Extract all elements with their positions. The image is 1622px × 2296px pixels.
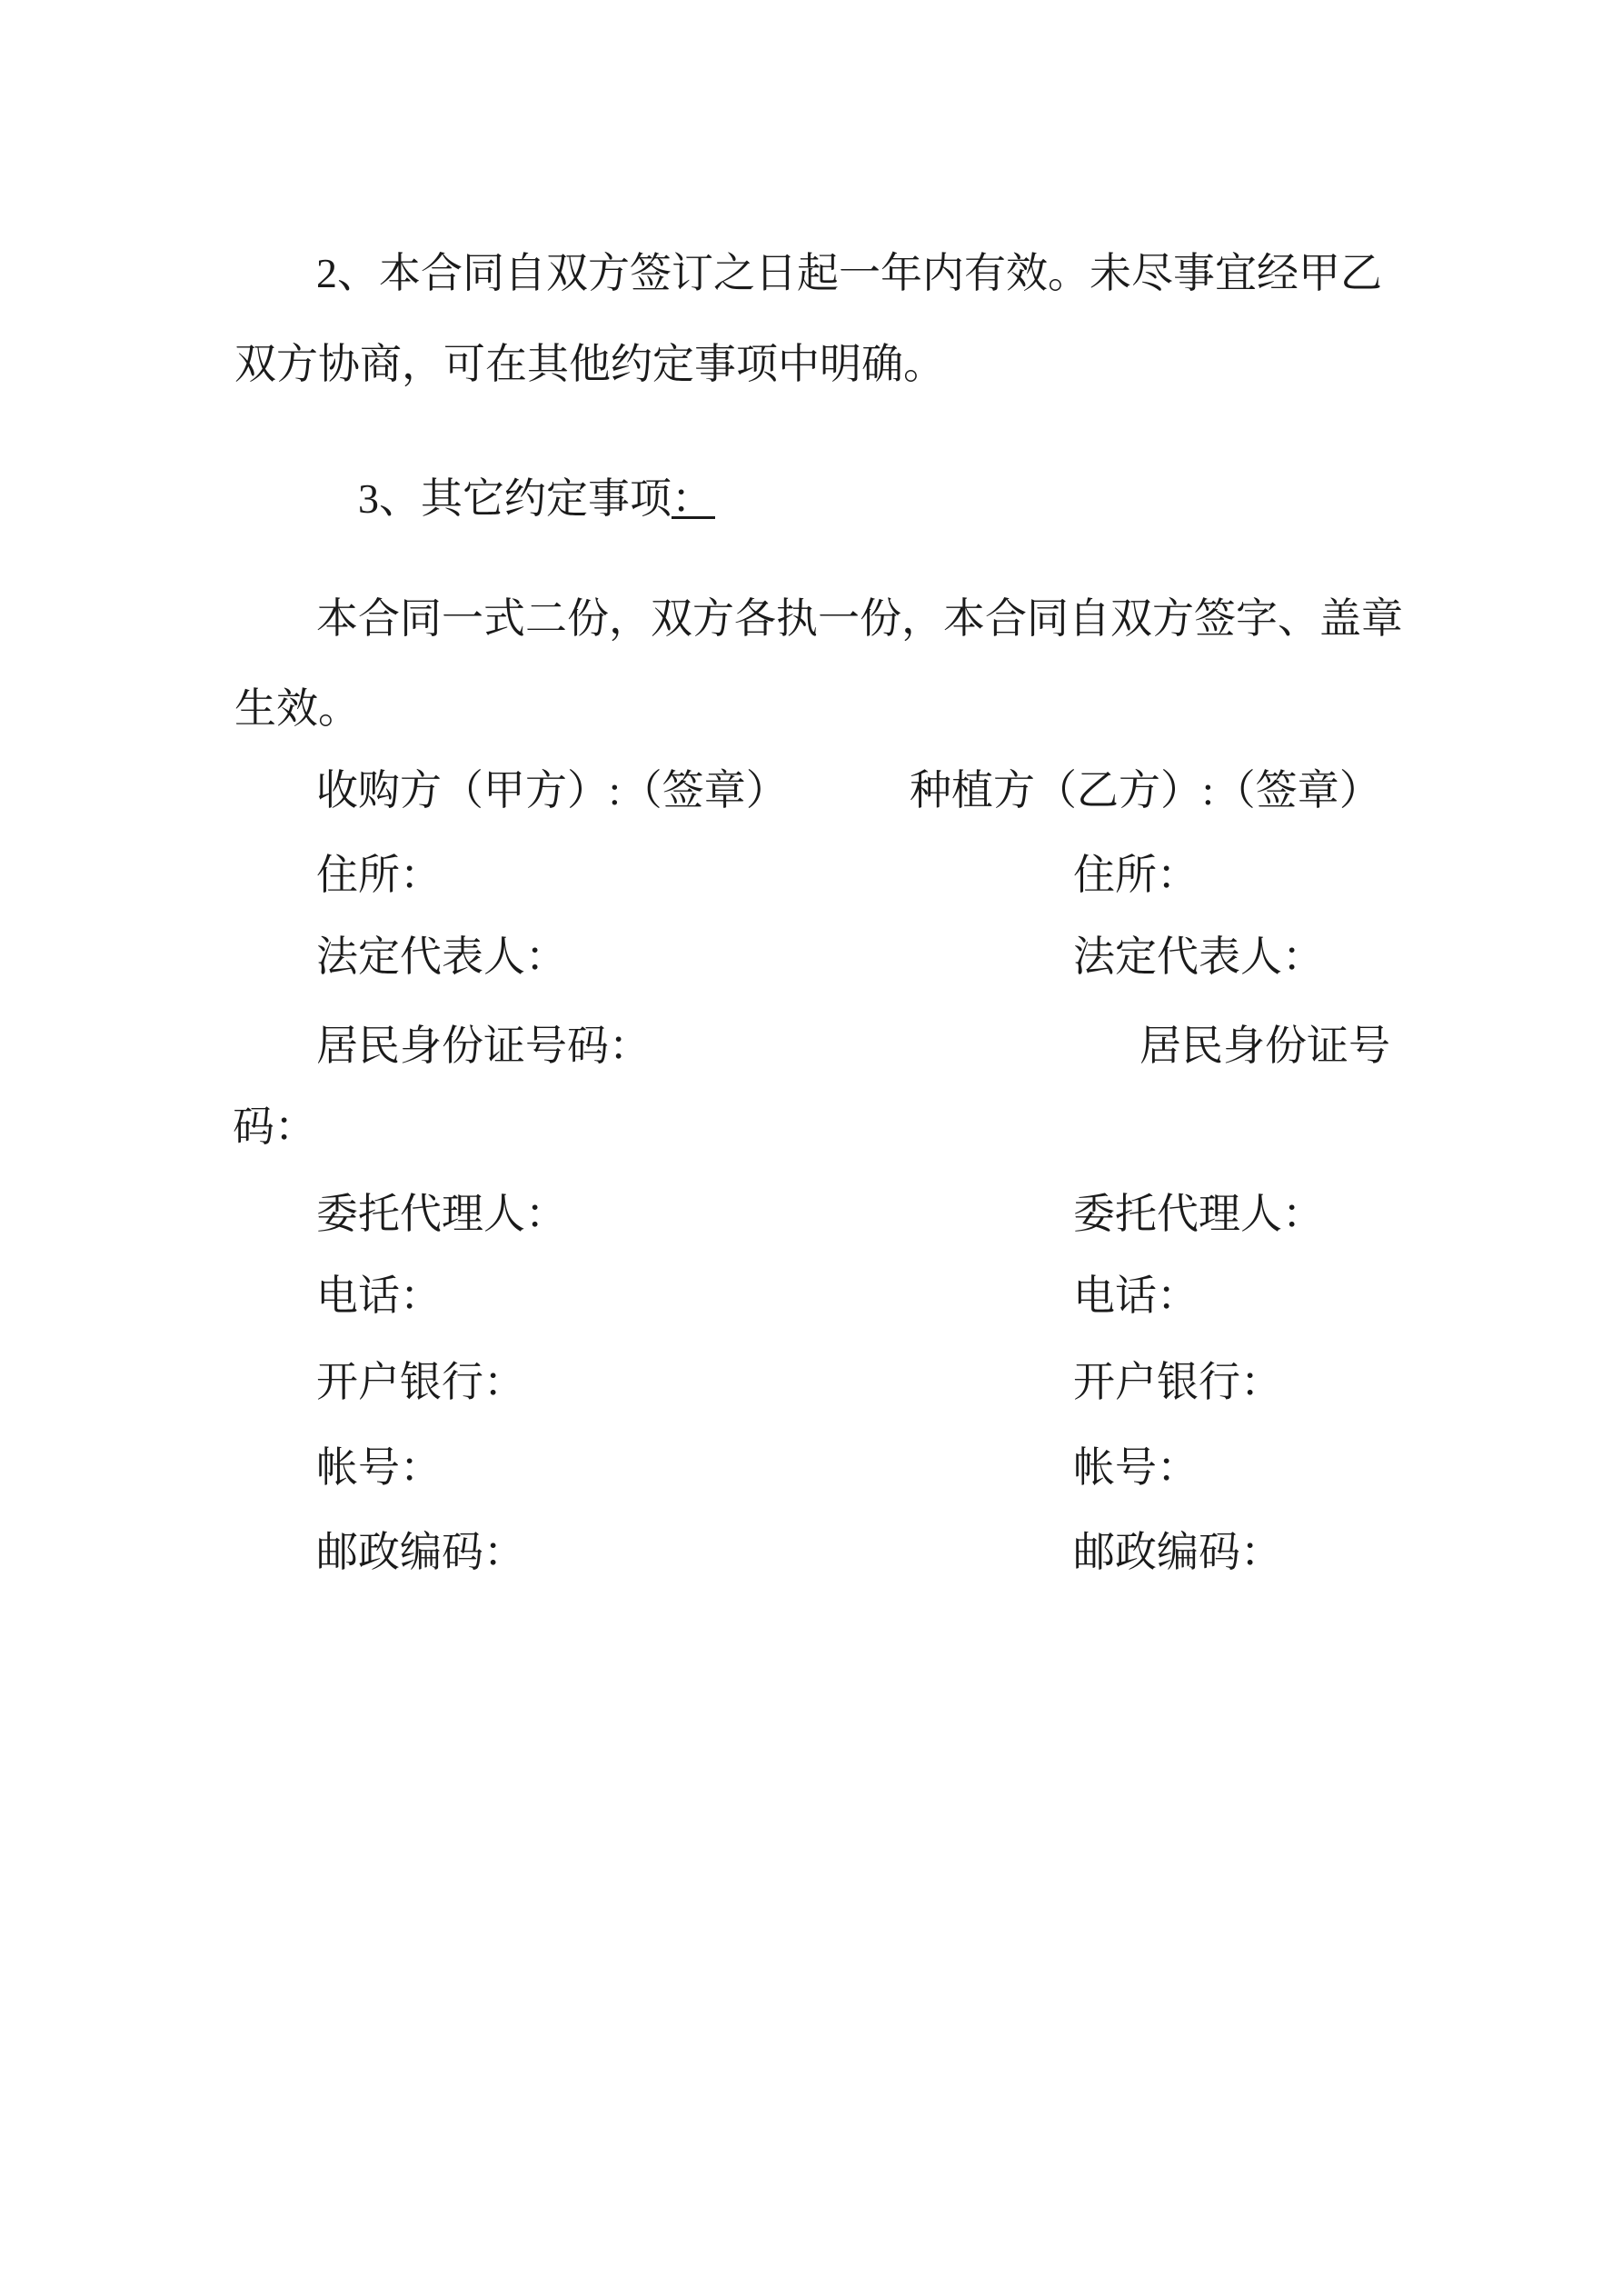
party-b-postal-code-label: 邮政编码： xyxy=(1073,1529,1282,1575)
party-b-agent-label: 委托代理人： xyxy=(1073,1191,1324,1237)
clause3-blank-underline: ： xyxy=(672,473,715,519)
party-a-phone-label: 电话： xyxy=(316,1273,442,1319)
party-b-bank-label: 开户银行： xyxy=(1073,1359,1282,1405)
party-a-signature-header: 收购方（甲方）:（签章） xyxy=(316,767,788,814)
party-a-postal-code-label: 邮政编码： xyxy=(316,1529,525,1575)
party-b-address-label: 住所： xyxy=(1073,852,1199,898)
party-a-address-label: 住所： xyxy=(316,852,442,898)
clause3-text: 3、其它约定事项 xyxy=(358,475,672,522)
party-b-id-number-label-wrap: 码： xyxy=(233,1103,316,1150)
clause2-line2: 双方协商，可在其他约定事项中明确。 xyxy=(234,341,945,387)
party-b-signature-header: 种植方（乙方）:（签章） xyxy=(910,767,1381,814)
copies-line1: 本合同一式二份，双方各执一份，本合同自双方签字、盖章 xyxy=(316,595,1403,642)
party-b-account-number-label: 帐号： xyxy=(1073,1444,1199,1491)
party-b-id-number-label-part1: 居民身份证号 xyxy=(1139,1023,1390,1069)
party-b-phone-label: 电话： xyxy=(1073,1273,1199,1319)
party-a-agent-label: 委托代理人： xyxy=(316,1191,567,1237)
party-a-bank-label: 开户银行： xyxy=(316,1359,525,1405)
clause2-line1: 2、本合同自双方签订之日起一年内有效。未尽事宜经甲乙 xyxy=(316,250,1382,296)
clause3-line xyxy=(316,420,715,578)
party-a-id-number-label: 居民身份证号码： xyxy=(316,1023,651,1069)
party-a-account-number-label: 帐号： xyxy=(316,1444,442,1491)
copies-line2: 生效。 xyxy=(234,685,360,732)
party-b-legal-representative-label: 法定代表人： xyxy=(1073,933,1324,980)
party-a-legal-representative-label: 法定代表人： xyxy=(316,933,567,980)
